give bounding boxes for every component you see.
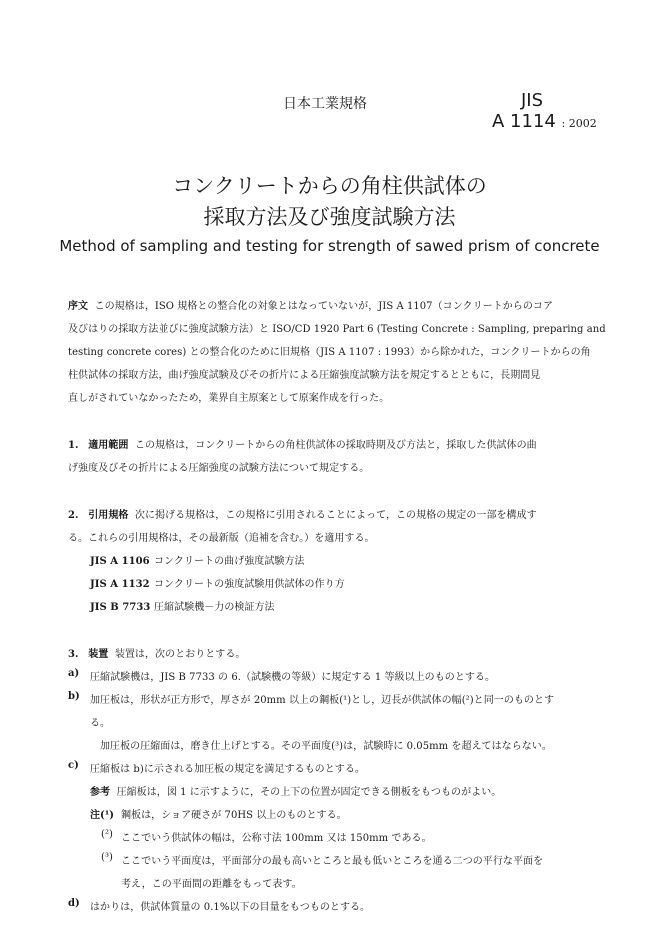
- section-2-number: 2.: [68, 510, 79, 521]
- note-label: 注(¹): [90, 810, 115, 821]
- jis-label: JIS: [521, 90, 544, 111]
- item-c-text: 圧縮板は b)に示される加圧板の規定を満足するものとする。: [90, 764, 365, 775]
- preface-line-4: 柱供試体の採取方法，曲げ強度試験及びその折片による圧縮強度試験方法を規定するとともに，長期間見: [68, 370, 541, 381]
- item-d-text: はかりは，供試体質量の 0.1%以下の目量をもつものとする。: [90, 902, 371, 913]
- section-1-heading: [68, 436, 537, 451]
- ref-item: [90, 552, 305, 567]
- section-1-line-2: げ強度及びその折片による圧縮強度の試験方法について規定する。: [68, 463, 370, 474]
- item-b-line-2: る。: [90, 718, 111, 729]
- item-a-label: a): [68, 668, 80, 679]
- note-1-text: 鋼板は，ショア硬さが 70HS 以上のものとする。: [121, 810, 347, 821]
- item-a-text: 圧縮試験機は，JIS B 7733 の 6.（試験機の等級）に規定する 1 等級以上のものとする。: [90, 672, 496, 683]
- note-3-label: (³): [101, 852, 113, 863]
- ref-item: [90, 598, 275, 613]
- ref-name: コンクリートの曲げ強度試験方法: [154, 556, 305, 567]
- ref-code: JIS A 1132: [90, 579, 150, 590]
- item-d-label: d): [68, 898, 80, 909]
- standard-number: [492, 111, 597, 132]
- preface-label: 序文: [68, 301, 89, 312]
- standard-org: 日本工業規格: [283, 96, 367, 112]
- reference-text: 圧縮板は，図 1 に示すように，その上下の位置が固定できる側板をもつものがよい。: [116, 787, 502, 798]
- ref-code: JIS B 7733: [90, 602, 151, 613]
- note-3-line-1: ここでいう平面度は，平面部分の最も高いところと最も低いところを通る二つの平行な平面を: [121, 856, 544, 867]
- preface-line-5: 直しがされていなかったため，業界自主原案として原案作成を行った。: [68, 393, 390, 404]
- preface-line-3: testing concrete cores) との整合化のために旧規格（JIS A 1107 : 1993）から除かれた，コンクリートからの角: [68, 347, 591, 358]
- section-3-heading: [68, 645, 245, 660]
- item-b-line-3: 加圧板の圧縮面は，磨き仕上げとする。その平面度(³)は，試験時に 0.05mm を超えてはならない。: [100, 741, 552, 752]
- reference-note: [90, 783, 501, 798]
- item-c-label: c): [68, 760, 79, 771]
- standard-number-text: A 1114: [492, 111, 556, 132]
- section-1-text-1: この規格は，コンクリートからの角柱供試体の採取時期及び方法と，採取した供試体の曲: [134, 440, 537, 451]
- ref-code: JIS A 1106: [90, 556, 150, 567]
- note-2-text: ここでいう供試体の幅は，公称寸法 100mm 又は 150mm である。: [121, 833, 432, 844]
- section-2-heading: [68, 506, 537, 521]
- standard-year: : 2002: [561, 117, 597, 130]
- section-3-number: 3.: [68, 649, 79, 660]
- section-1-number: 1.: [68, 440, 79, 451]
- item-b-line-1: 加圧板は，形状が正方形で，厚さが 20mm 以上の鋼板(¹)とし，辺長が供試体の幅(²)と同一のものとす: [90, 695, 555, 706]
- title-ja-line2: 採取方法及び強度試験方法: [203, 205, 456, 229]
- note-3-line-2: 考え，この平面間の距離をもって表す。: [121, 879, 302, 890]
- preface-line-2: 及びはりの採取方法並びに強度試験方法）と ISO/CD 1920 Part 6 (Testing Concrete : Sampling, preparing and: [68, 324, 606, 335]
- ref-item: [90, 575, 345, 590]
- section-2-title: 引用規格: [88, 510, 129, 521]
- section-3-intro: 装置は，次のとおりとする。: [114, 649, 246, 660]
- note-2-label: (²): [101, 829, 113, 840]
- title-en: Method of sampling and testing for strength of sawed prism of concrete: [59, 237, 600, 255]
- title-ja-line1: コンクリートからの角柱供試体の: [172, 174, 487, 198]
- preface-text-1: この規格は，ISO 規格との整合化の対象とはなっていないが，JIS A 1107（コンクリートからのコア: [94, 301, 553, 312]
- section-3-title: 装置: [88, 649, 109, 660]
- ref-name: コンクリートの強度試験用供試体の作り方: [154, 579, 345, 590]
- preface-line-1: [68, 297, 553, 312]
- section-1-title: 適用範囲: [88, 440, 129, 451]
- ref-name: 圧縮試験機－力の検証方法: [154, 602, 275, 613]
- reference-label: 参考: [90, 787, 111, 798]
- item-b-label: b): [68, 691, 80, 702]
- section-2-line-2: る。これらの引用規格は，その最新版（追補を含む。）を適用する。: [68, 533, 375, 544]
- section-2-text-1: 次に掲げる規格は，この規格に引用されることによって，この規格の規定の一部を構成す: [134, 510, 537, 521]
